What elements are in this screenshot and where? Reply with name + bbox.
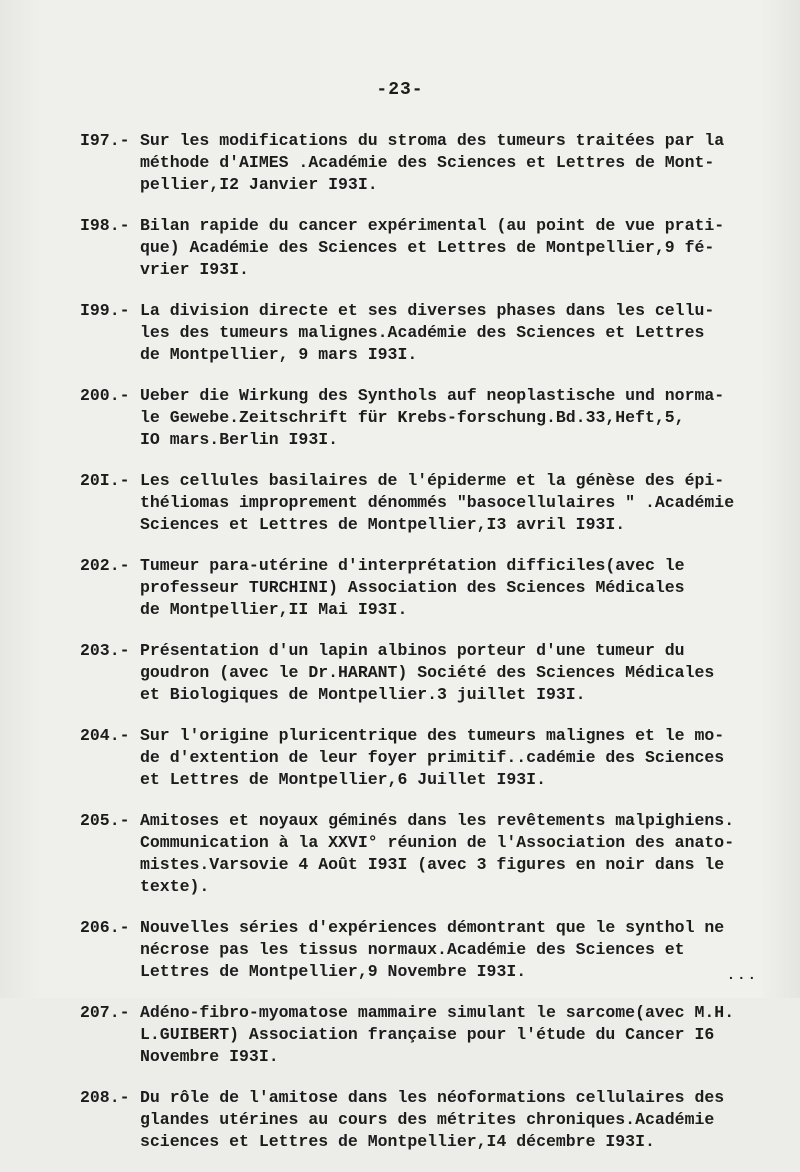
entry-line: sciences et Lettres de Montpellier,I4 décembre I93I. xyxy=(140,1132,655,1151)
entry-line: Tumeur para-utérine d'interprétation difficiles(avec le xyxy=(140,556,685,575)
bibliography-entry xyxy=(0,917,800,983)
entry-line: Sur l'origine pluricentrique des tumeurs malignes et le mo- xyxy=(140,726,725,745)
entry-line: Adéno-fibro-myomatose mammaire simulant le sarcome(avec M.H. xyxy=(140,1003,735,1022)
entry-text xyxy=(140,1087,760,1153)
page-number: -23- xyxy=(376,80,424,100)
entry-line: Nouvelles séries d'expériences démontrant que le synthol ne xyxy=(140,918,725,937)
entry-number: 207.- xyxy=(80,1003,130,1022)
bibliography-entry xyxy=(0,810,800,898)
entry-line: professeur TURCHINI) Association des Sciences Médicales xyxy=(140,578,685,597)
entry-line: glandes utérines au cours des métrites chroniques.Académie xyxy=(140,1110,715,1129)
entry-line: Bilan rapide du cancer expérimental (au point de vue prati- xyxy=(140,216,725,235)
entry-number: 205.- xyxy=(80,811,130,830)
entry-line: pellier,I2 Janvier I93I. xyxy=(140,175,378,194)
entry-line: de Montpellier, 9 mars I93I. xyxy=(140,345,418,364)
entry-line: mistes.Varsovie 4 Août I93I (avec 3 figures en noir dans le xyxy=(140,855,725,874)
entry-number: 206.- xyxy=(80,918,130,937)
entry-line: le Gewebe.Zeitschrift für Krebs-forschung.Bd.33,Heft,5, xyxy=(140,408,685,427)
entry-line: Du rôle de l'amitose dans les néoformations cellulaires des xyxy=(140,1088,725,1107)
entry-text xyxy=(140,810,760,898)
bibliography-entry xyxy=(0,1002,800,1068)
bibliography-entry xyxy=(0,640,800,706)
entry-line: théliomas improprement dénommés "basocellulaires " .Académie xyxy=(140,493,735,512)
entry-line: goudron (avec le Dr.HARANT) Société des Sciences Médicales xyxy=(140,663,715,682)
entry-line: Sciences et Lettres de Montpellier,I3 avril I93I. xyxy=(140,515,626,534)
entry-text xyxy=(140,470,760,536)
entry-line: Novembre I93I. xyxy=(140,1047,279,1066)
entry-number: I97.- xyxy=(80,131,130,150)
entry-line: La division directe et ses diverses phases dans les cellu- xyxy=(140,301,715,320)
entry-line: Présentation d'un lapin albinos porteur d'une tumeur du xyxy=(140,641,685,660)
entry-number: I98.- xyxy=(80,216,130,235)
entry-line: Sur les modifications du stroma des tumeurs traitées par la xyxy=(140,131,725,150)
entry-text xyxy=(140,300,760,366)
entry-line: texte). xyxy=(140,877,210,896)
bibliography-entry xyxy=(0,300,800,366)
entry-line: et Biologiques de Montpellier.3 juillet I93I. xyxy=(140,685,586,704)
bibliography-entry xyxy=(0,470,800,536)
entry-line: les des tumeurs malignes.Académie des Sciences et Lettres xyxy=(140,323,705,342)
entry-line: L.GUIBERT) Association française pour l'étude du Cancer I6 xyxy=(140,1025,715,1044)
entry-text xyxy=(140,725,760,791)
bibliography-entry xyxy=(0,215,800,281)
entry-text xyxy=(140,1002,760,1068)
entry-text xyxy=(140,385,760,451)
entry-line: nécrose pas les tissus normaux.Académie des Sciences et xyxy=(140,940,685,959)
entry-number: 204.- xyxy=(80,726,130,745)
bibliography-entry xyxy=(0,130,800,196)
continuation-mark: ... xyxy=(726,968,758,984)
entry-number: 20I.- xyxy=(80,471,130,490)
bibliography-entry xyxy=(0,725,800,791)
entry-line: IO mars.Berlin I93I. xyxy=(140,430,339,449)
bibliography-list xyxy=(0,130,800,1172)
entry-text xyxy=(140,215,760,281)
entry-number: 200.- xyxy=(80,386,130,405)
entry-line: que) Académie des Sciences et Lettres de Montpellier,9 fé- xyxy=(140,238,715,257)
bibliography-entry xyxy=(0,385,800,451)
entry-line: méthode d'AIMES .Académie des Sciences et Lettres de Mont- xyxy=(140,153,715,172)
entry-text xyxy=(140,130,760,196)
entry-line: Les cellules basilaires de l'épiderme et la génèse des épi- xyxy=(140,471,725,490)
entry-line: et Lettres de Montpellier,6 Juillet I93I. xyxy=(140,770,546,789)
bibliography-entry xyxy=(0,555,800,621)
entry-line: de Montpellier,II Mai I93I. xyxy=(140,600,408,619)
entry-line: Communication à la XXVI° réunion de l'Association des anato- xyxy=(140,833,735,852)
entry-number: 203.- xyxy=(80,641,130,660)
entry-line: Lettres de Montpellier,9 Novembre I93I. xyxy=(140,962,527,981)
entry-number: 202.- xyxy=(80,556,130,575)
entry-text xyxy=(140,555,760,621)
entry-number: I99.- xyxy=(80,301,130,320)
entry-text xyxy=(140,640,760,706)
entry-line: de d'extention de leur foyer primitif..cadémie des Sciences xyxy=(140,748,725,767)
entry-number: 208.- xyxy=(80,1088,130,1107)
entry-text xyxy=(140,917,760,983)
entry-line: vrier I93I. xyxy=(140,260,249,279)
entry-line: Amitoses et noyaux géminés dans les revêtements malpighiens. xyxy=(140,811,735,830)
entry-line: Ueber die Wirkung des Synthols auf neoplastische und norma- xyxy=(140,386,725,405)
bibliography-entry xyxy=(0,1087,800,1153)
